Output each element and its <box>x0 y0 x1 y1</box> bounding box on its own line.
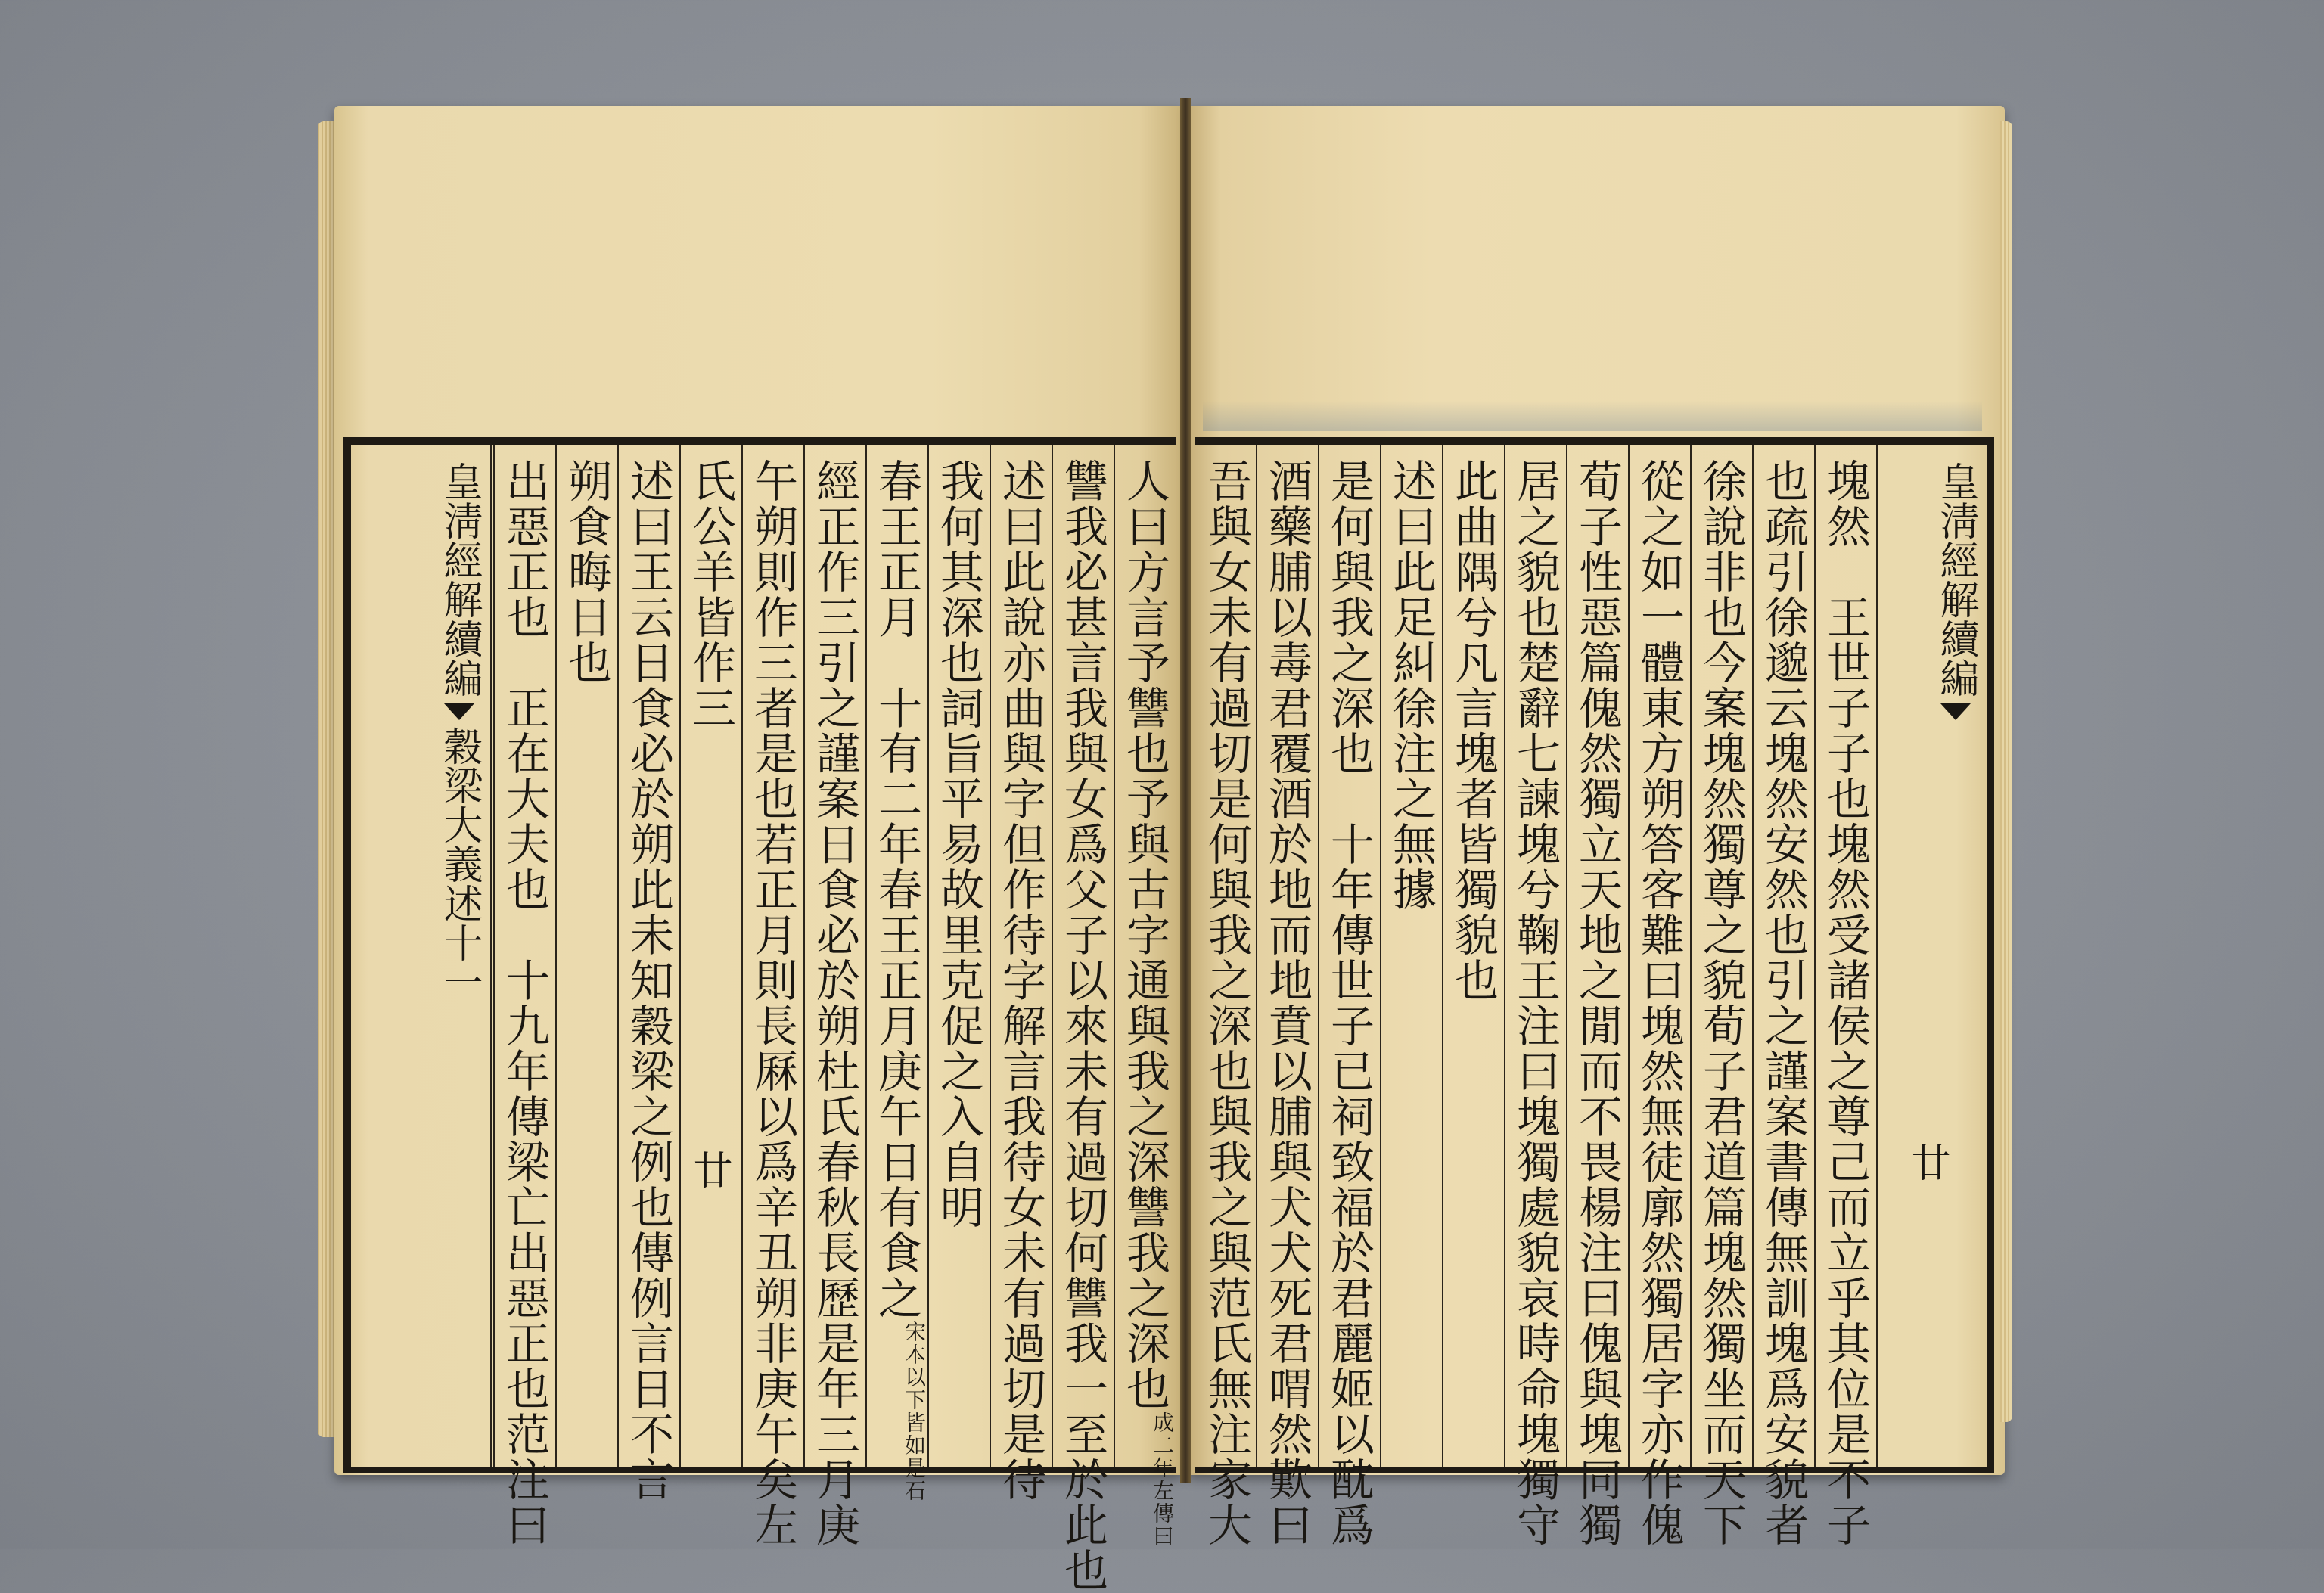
right-folio-number: 廿 <box>1904 1142 1950 1182</box>
text-column: 述曰王云日食必於朔此未知穀梁之例也傳例言日不言 <box>617 445 679 1467</box>
text-column: 從之如一體東方朔答客難曰塊然無徒廓然獨居字亦作傀 <box>1628 445 1690 1467</box>
text-column: 述曰此足糾徐注之無據 <box>1380 445 1442 1467</box>
text-column: 午朔則作三者是也若正月則長厤以爲辛丑朔非庚午矣左 <box>741 445 803 1467</box>
text-column: 荀子性惡篇傀然獨立天地之閒而不畏楊注曰傀與塊同獨 <box>1566 445 1628 1467</box>
left-text-frame <box>343 437 1176 1593</box>
banner-title: 皇淸經解續編 <box>1933 461 1978 697</box>
text-column: 朔食晦日也 <box>555 445 617 1467</box>
text-column: 居之貌也楚辭七諫塊兮鞠王注曰塊獨處貌哀時命塊獨守 <box>1504 445 1566 1467</box>
fish-tail-icon <box>1940 703 1971 720</box>
text-column: 是何與我之深也 十年傳世子已祠致福於君麗姬以酖爲 <box>1318 445 1380 1467</box>
text-column: 塊然 王世子子也塊然受諸侯之尊己而立乎其位是不子 <box>1814 445 1876 1467</box>
show-through-shadow <box>1203 401 1982 431</box>
page-edges-right <box>2000 121 2012 1422</box>
annotation: 成二年左傳曰 <box>1150 1411 1175 1548</box>
text-column: 氏公羊皆作三 <box>679 445 741 1467</box>
text-column: 述曰此說亦曲與字但作待字解言我待女未有過切是待 <box>990 445 1052 1467</box>
text-column: 人曰方言予讐也予與古字通與我之深讐我之深也成二年左傳曰 <box>1114 445 1176 1467</box>
text-column: 經正作三引之謹案日食必於朔杜氏春秋長歷是年三月庚 <box>803 445 865 1467</box>
left-folio-number: 廿 <box>686 1150 732 1189</box>
text-column: 酒藥脯以毒君覆酒於地而地賁以脯與犬犬死君喟然歎曰 <box>1256 445 1318 1467</box>
text-column: 春王正月 十有二年春王正月庚午日有食之宋本以下皆如是石 <box>865 445 927 1467</box>
text-column: 徐說非也今案塊然獨尊之貌荀子君道篇塊然獨坐而天下 <box>1690 445 1752 1467</box>
text-column: 讐我必甚言我與女爲父子以來未有過切何讐我一至於此也 <box>1052 445 1114 1467</box>
text-column: 此曲隅兮凡言塊者皆獨貌也 <box>1442 445 1504 1467</box>
right-text-frame <box>1195 437 1994 1548</box>
banner-title: 皇淸經解續編 <box>437 461 482 697</box>
annotation: 宋本以下皆如是石 <box>902 1321 927 1502</box>
fish-tail-icon <box>444 703 474 720</box>
banner-chapter: 穀梁大義述十一 <box>437 726 482 1001</box>
text-column: 吾與女未有過切是何與我之深也與我之與范氏無注家大 <box>1201 458 1252 1548</box>
book-gutter <box>1180 98 1191 1483</box>
right-banner-column <box>1876 445 1987 1467</box>
left-banner-column <box>363 445 492 1467</box>
text-column: 我何其深也詞旨平易故里克促之入自明 <box>927 445 990 1467</box>
open-book <box>318 91 2012 1593</box>
text-column: 出惡正也 正在大夫也 十九年傳梁亡出惡正也范注曰 <box>493 445 555 1467</box>
text-column: 也疏引徐邈云塊然安然也引之謹案書傳無訓塊爲安貌者 <box>1752 445 1814 1467</box>
